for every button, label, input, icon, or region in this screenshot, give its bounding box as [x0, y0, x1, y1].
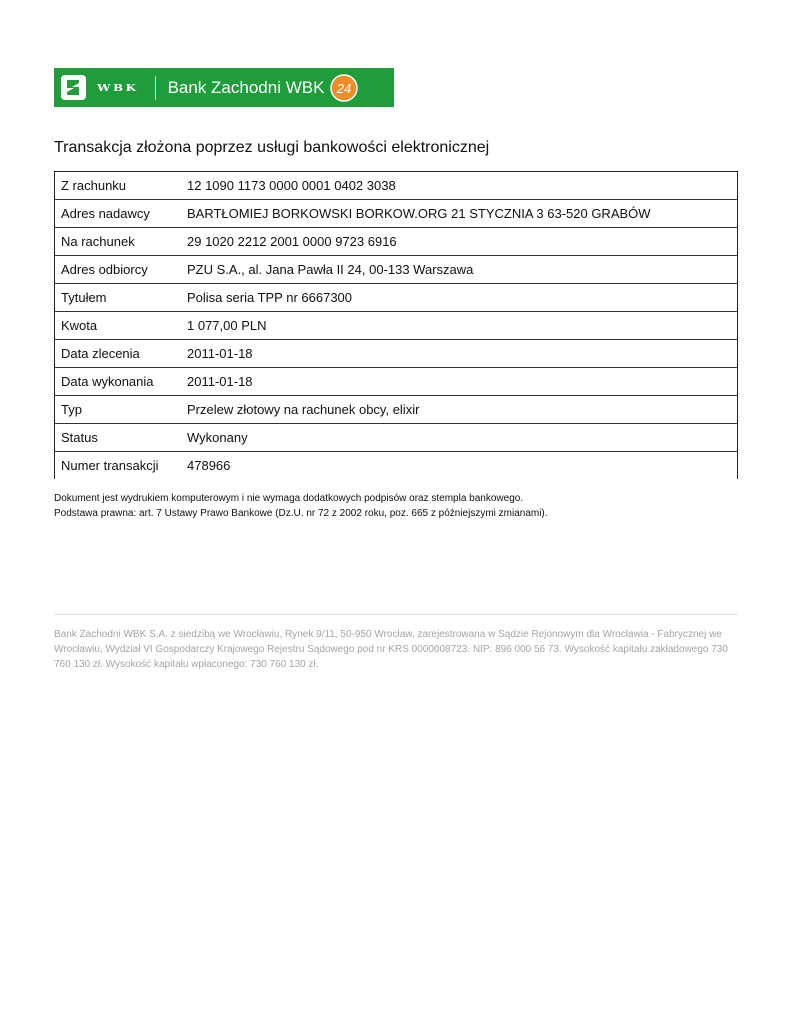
detail-value: PZU S.A., al. Jana Pawła II 24, 00-133 Warszawa: [181, 256, 738, 284]
detail-label: Data wykonania: [55, 368, 182, 396]
detail-label: Na rachunek: [55, 228, 182, 256]
detail-label: Kwota: [55, 312, 182, 340]
badge-label: 24: [337, 80, 352, 96]
bank-logo-banner: [54, 68, 394, 107]
bank-name: Bank Zachodni WBK: [167, 77, 325, 97]
transaction-details-table: [54, 171, 738, 479]
footer-legal-text: Bank Zachodni WBK S.A. z siedzibą we Wrocławiu, Rynek 9/11, 50-950 Wrocław, zarejestrowana w Sądzie Rejonowym dla Wrocławia - Fabrycznej we Wrocławiu, Wydział VI Gospodarczy Krajowego Rejestru Sądowego pod nr KRS 0000008723. NIP: 896 000 56 73. Wysokość kapitału zakładowego 730 760 130 zł. Wysokość kapitału wpłaconego: 730 760 130 zł.: [54, 629, 728, 670]
detail-value: BARTŁOMIEJ BORKOWSKI BORKOW.ORG 21 STYCZNIA 3 63-520 GRABÓW: [181, 200, 738, 228]
detail-row: [55, 452, 738, 480]
detail-value: Przelew złotowy na rachunek obcy, elixir: [181, 396, 738, 424]
detail-row: [55, 368, 738, 396]
detail-label: Adres odbiorcy: [55, 256, 182, 284]
note-line-disclaimer: Dokument jest wydrukiem komputerowym i nie wymaga dodatkowych podpisów oraz stempla bankowego.: [54, 493, 524, 504]
detail-row: [55, 200, 738, 228]
note-line-legal-basis: Podstawa prawna: art. 7 Ustawy Prawo Bankowe (Dz.U. nr 72 z 2002 roku, poz. 665 z późniejszymi zmianami).: [54, 508, 548, 519]
logo-separator: [155, 76, 156, 100]
detail-row: [55, 396, 738, 424]
detail-value: Wykonany: [181, 424, 738, 452]
detail-row: [55, 228, 738, 256]
detail-value: 2011-01-18: [181, 340, 738, 368]
detail-value: 2011-01-18: [181, 368, 738, 396]
detail-row: [55, 284, 738, 312]
detail-value: 478966: [181, 452, 738, 480]
24-badge-icon: [330, 74, 358, 102]
detail-label: Tytułem: [55, 284, 182, 312]
detail-row: [55, 172, 738, 200]
document-notes: [54, 491, 548, 521]
detail-label: Z rachunku: [55, 172, 182, 200]
bz-logo-icon: [60, 74, 87, 101]
footer-divider: [54, 614, 738, 615]
detail-value: Polisa seria TPP nr 6667300: [181, 284, 738, 312]
detail-label: Numer transakcji: [55, 452, 182, 480]
wbk-logo-text: WBK: [97, 82, 139, 93]
document-title: Transakcja złożona poprzez usługi bankowości elektronicznej: [54, 139, 490, 156]
detail-label: Status: [55, 424, 182, 452]
detail-row: [55, 256, 738, 284]
detail-row: [55, 340, 738, 368]
detail-value: 1 077,00 PLN: [181, 312, 738, 340]
detail-value: 29 1020 2212 2001 0000 9723 6916: [181, 228, 738, 256]
detail-row: [55, 424, 738, 452]
detail-label: Data zlecenia: [55, 340, 182, 368]
detail-row: [55, 312, 738, 340]
detail-label: Adres nadawcy: [55, 200, 182, 228]
detail-value: 12 1090 1173 0000 0001 0402 3038: [181, 172, 738, 200]
detail-label: Typ: [55, 396, 182, 424]
